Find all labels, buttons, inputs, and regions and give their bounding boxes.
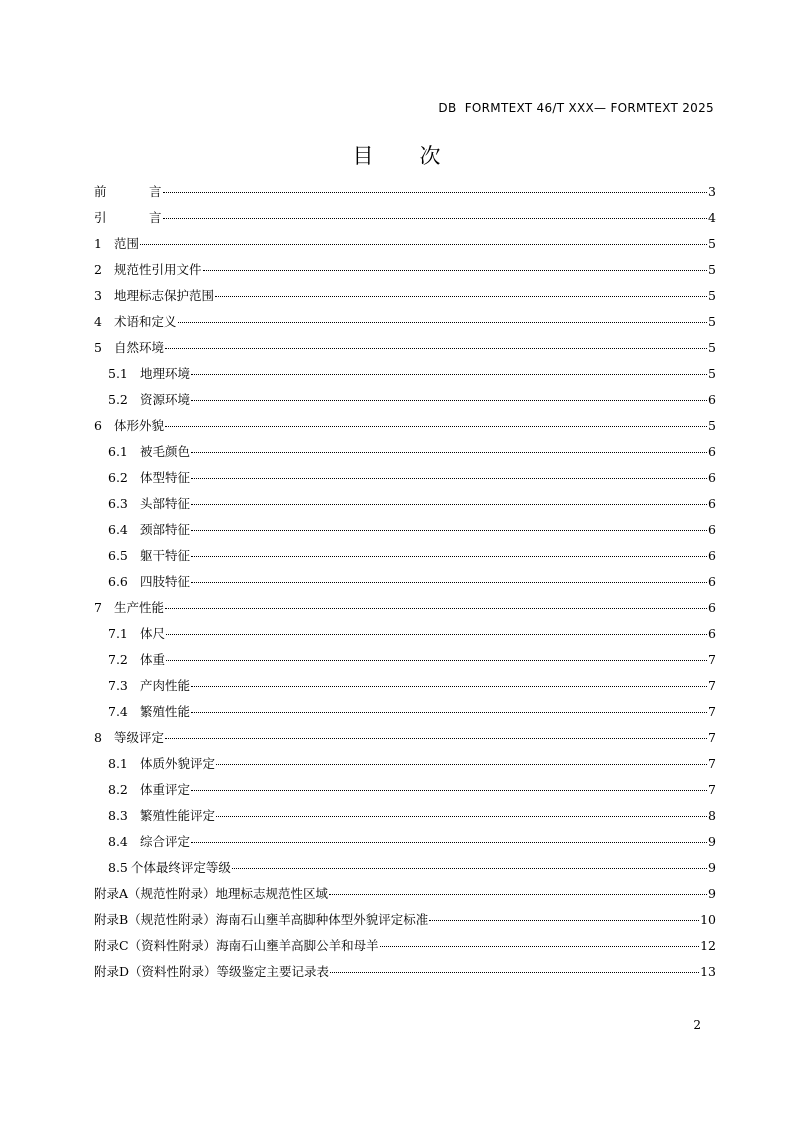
toc-entry[interactable]: [94, 517, 716, 543]
toc-entry[interactable]: [94, 387, 716, 413]
toc-entry[interactable]: [94, 647, 716, 673]
toc-entry-number: 附录A: [94, 886, 129, 901]
toc-entry[interactable]: [94, 751, 716, 777]
toc-entry-number: 4: [94, 314, 102, 329]
toc-entry-number: 7.3: [108, 678, 128, 693]
toc-entry-label: 体形外貌: [114, 418, 165, 433]
toc-leader-dots: [191, 712, 707, 713]
toc-leader-dots: [232, 868, 707, 869]
toc-leader-dots: [191, 452, 707, 453]
toc-entry-number: 8.1: [108, 756, 128, 771]
toc-entry[interactable]: [94, 491, 716, 517]
toc-entry-page: 12: [700, 938, 716, 953]
toc-entry-page: 6: [708, 496, 716, 511]
toc-entry-number: 8.2: [108, 782, 128, 797]
toc-entry-number: 6.1: [108, 444, 128, 459]
toc-entry-label: 体尺: [140, 626, 166, 641]
toc-entry-page: 6: [708, 548, 716, 563]
toc-entry-page: 6: [708, 522, 716, 537]
toc-entry[interactable]: [94, 907, 716, 933]
toc-entry[interactable]: [94, 699, 716, 725]
toc-leader-dots: [429, 920, 699, 921]
toc-entry[interactable]: [94, 283, 716, 309]
document-header: DB FORMTEXT 46/T XXX— FORMTEXT 2025: [438, 101, 714, 115]
toc-entry-page: 3: [708, 184, 716, 199]
toc-entry[interactable]: [94, 439, 716, 465]
toc-entry-page: 8: [708, 808, 716, 823]
toc-entry-label: 体型特征: [140, 470, 191, 485]
toc-leader-dots: [163, 192, 708, 193]
toc-entry-page: 5: [708, 418, 716, 433]
toc-entry-page: 5: [708, 262, 716, 277]
toc-entry-label: 繁殖性能评定: [140, 808, 216, 823]
toc-entry-number: 附录C: [94, 938, 129, 953]
toc-entry-page: 7: [708, 730, 716, 745]
toc-entry-label: 体重: [140, 652, 166, 667]
toc-entry[interactable]: [94, 881, 716, 907]
toc-leader-dots: [191, 686, 707, 687]
toc-entry-number: 6.5: [108, 548, 128, 563]
toc-entry-page: 9: [708, 886, 716, 901]
toc-leader-dots: [165, 426, 707, 427]
toc-entry-number: 6: [94, 418, 102, 433]
toc-entry-page: 5: [708, 236, 716, 251]
toc-entry-label: 言: [149, 210, 162, 225]
toc-entry-page: 10: [700, 912, 716, 927]
toc-leader-dots: [140, 244, 707, 245]
toc-entry-label: 个体最终评定等级: [130, 860, 231, 875]
toc-leader-dots: [178, 322, 708, 323]
toc-entry-label: （规范性附录）地理标志规范性区域: [128, 886, 329, 901]
toc-leader-dots: [216, 764, 707, 765]
toc-leader-dots: [330, 972, 699, 973]
toc-entry-label: 产肉性能: [140, 678, 191, 693]
table-of-contents: [94, 179, 716, 985]
toc-entry-label: 综合评定: [140, 834, 191, 849]
toc-entry-label: 言: [149, 184, 162, 199]
toc-entry-page: 9: [708, 834, 716, 849]
toc-entry-label: （资料性附录）海南石山壅羊高脚公羊和母羊: [128, 938, 379, 953]
toc-entry-page: 6: [708, 392, 716, 407]
toc-entry[interactable]: [94, 777, 716, 803]
toc-entry[interactable]: [94, 621, 716, 647]
toc-entry-page: 7: [708, 704, 716, 719]
toc-entry[interactable]: [94, 803, 716, 829]
toc-entry[interactable]: [94, 231, 716, 257]
toc-entry[interactable]: [94, 855, 716, 881]
toc-leader-dots: [215, 296, 707, 297]
toc-entry[interactable]: [94, 413, 716, 439]
toc-entry-label: 资源环境: [140, 392, 191, 407]
toc-entry-number: 7.1: [108, 626, 128, 641]
toc-entry-page: 7: [708, 652, 716, 667]
toc-entry[interactable]: [94, 309, 716, 335]
toc-leader-dots: [166, 660, 707, 661]
toc-entry-label: 自然环境: [114, 340, 165, 355]
toc-entry-number: 引: [94, 210, 107, 225]
toc-entry-label: 地理环境: [140, 366, 191, 381]
toc-entry-page: 5: [708, 340, 716, 355]
title-char-left: 目: [352, 144, 374, 168]
toc-entry-number: 前: [94, 184, 107, 199]
toc-entry-label: （规范性附录）海南石山壅羊高脚种体型外貌评定标准: [128, 912, 429, 927]
toc-entry-page: 5: [708, 366, 716, 381]
toc-entry-label: 被毛颜色: [140, 444, 191, 459]
toc-entry[interactable]: [94, 335, 716, 361]
toc-entry-label: 生产性能: [114, 600, 165, 615]
page-number: 2: [693, 1018, 701, 1032]
toc-entry-number: 6.2: [108, 470, 128, 485]
toc-entry-number: 附录B: [94, 912, 129, 927]
toc-entry-number: 6.6: [108, 574, 128, 589]
toc-leader-dots: [329, 894, 707, 895]
toc-entry-page: 6: [708, 600, 716, 615]
toc-entry-page: 6: [708, 574, 716, 589]
toc-entry[interactable]: [94, 595, 716, 621]
toc-entry-number: 3: [94, 288, 102, 303]
title-char-right: 次: [419, 144, 441, 168]
toc-leader-dots: [191, 790, 707, 791]
toc-entry-number: 7.2: [108, 652, 128, 667]
toc-entry-page: 6: [708, 470, 716, 485]
toc-leader-dots: [191, 530, 707, 531]
toc-leader-dots: [165, 608, 707, 609]
toc-entry-number: 8.3: [108, 808, 128, 823]
toc-leader-dots: [203, 270, 708, 271]
toc-entry[interactable]: [94, 829, 716, 855]
toc-entry[interactable]: [94, 543, 716, 569]
toc-entry[interactable]: [94, 205, 716, 231]
toc-entry-number: 5: [94, 340, 102, 355]
toc-leader-dots: [191, 842, 707, 843]
toc-entry-label: 体重评定: [140, 782, 191, 797]
toc-entry-number: 6.4: [108, 522, 128, 537]
toc-entry-label: （资料性附录）等级鉴定主要记录表: [129, 964, 330, 979]
toc-entry-label: 地理标志保护范围: [114, 288, 215, 303]
toc-entry-label: 躯干特征: [140, 548, 191, 563]
toc-entry[interactable]: [94, 959, 716, 985]
toc-entry-label: 四肢特征: [140, 574, 191, 589]
toc-entry-page: 5: [708, 288, 716, 303]
toc-entry-label: 术语和定义: [114, 314, 177, 329]
toc-entry-number: 5.2: [108, 392, 128, 407]
toc-leader-dots: [191, 556, 707, 557]
toc-entry[interactable]: [94, 725, 716, 751]
toc-entry-label: 体质外貌评定: [140, 756, 216, 771]
toc-entry-page: 13: [700, 964, 716, 979]
toc-leader-dots: [216, 816, 707, 817]
toc-entry-number: 6.3: [108, 496, 128, 511]
toc-leader-dots: [191, 478, 707, 479]
toc-entry-number: 8: [94, 730, 102, 745]
toc-entry-number: 8.5: [108, 860, 128, 875]
toc-entry-page: 6: [708, 444, 716, 459]
toc-leader-dots: [191, 504, 707, 505]
toc-leader-dots: [191, 374, 707, 375]
toc-leader-dots: [380, 946, 700, 947]
toc-leader-dots: [191, 582, 707, 583]
toc-entry-page: 4: [708, 210, 716, 225]
toc-entry-page: 7: [708, 756, 716, 771]
toc-entry[interactable]: [94, 179, 716, 205]
toc-entry-number: 7.4: [108, 704, 128, 719]
toc-entry-page: 7: [708, 782, 716, 797]
toc-entry-label: 头部特征: [140, 496, 191, 511]
toc-entry-label: 繁殖性能: [140, 704, 191, 719]
toc-entry-label: 颈部特征: [140, 522, 191, 537]
toc-leader-dots: [191, 400, 707, 401]
toc-entry-number: 1: [94, 236, 102, 251]
toc-leader-dots: [163, 218, 708, 219]
toc-entry-label: 等级评定: [114, 730, 165, 745]
toc-entry-page: 5: [708, 314, 716, 329]
toc-entry[interactable]: [94, 569, 716, 595]
toc-entry-page: 9: [708, 860, 716, 875]
toc-entry-number: 2: [94, 262, 102, 277]
toc-entry[interactable]: [94, 673, 716, 699]
toc-entry[interactable]: [94, 257, 716, 283]
toc-leader-dots: [165, 738, 707, 739]
toc-entry-number: 8.4: [108, 834, 128, 849]
page-title: [0, 140, 793, 170]
toc-entry-number: 附录D: [94, 964, 130, 979]
toc-entry-number: 7: [94, 600, 102, 615]
toc-entry-label: 范围: [114, 236, 140, 251]
toc-leader-dots: [166, 634, 707, 635]
toc-entry[interactable]: [94, 465, 716, 491]
toc-entry-page: 7: [708, 678, 716, 693]
toc-leader-dots: [165, 348, 707, 349]
toc-entry-page: 6: [708, 626, 716, 641]
toc-entry[interactable]: [94, 361, 716, 387]
toc-entry[interactable]: [94, 933, 716, 959]
toc-entry-label: 规范性引用文件: [114, 262, 202, 277]
toc-entry-number: 5.1: [108, 366, 128, 381]
